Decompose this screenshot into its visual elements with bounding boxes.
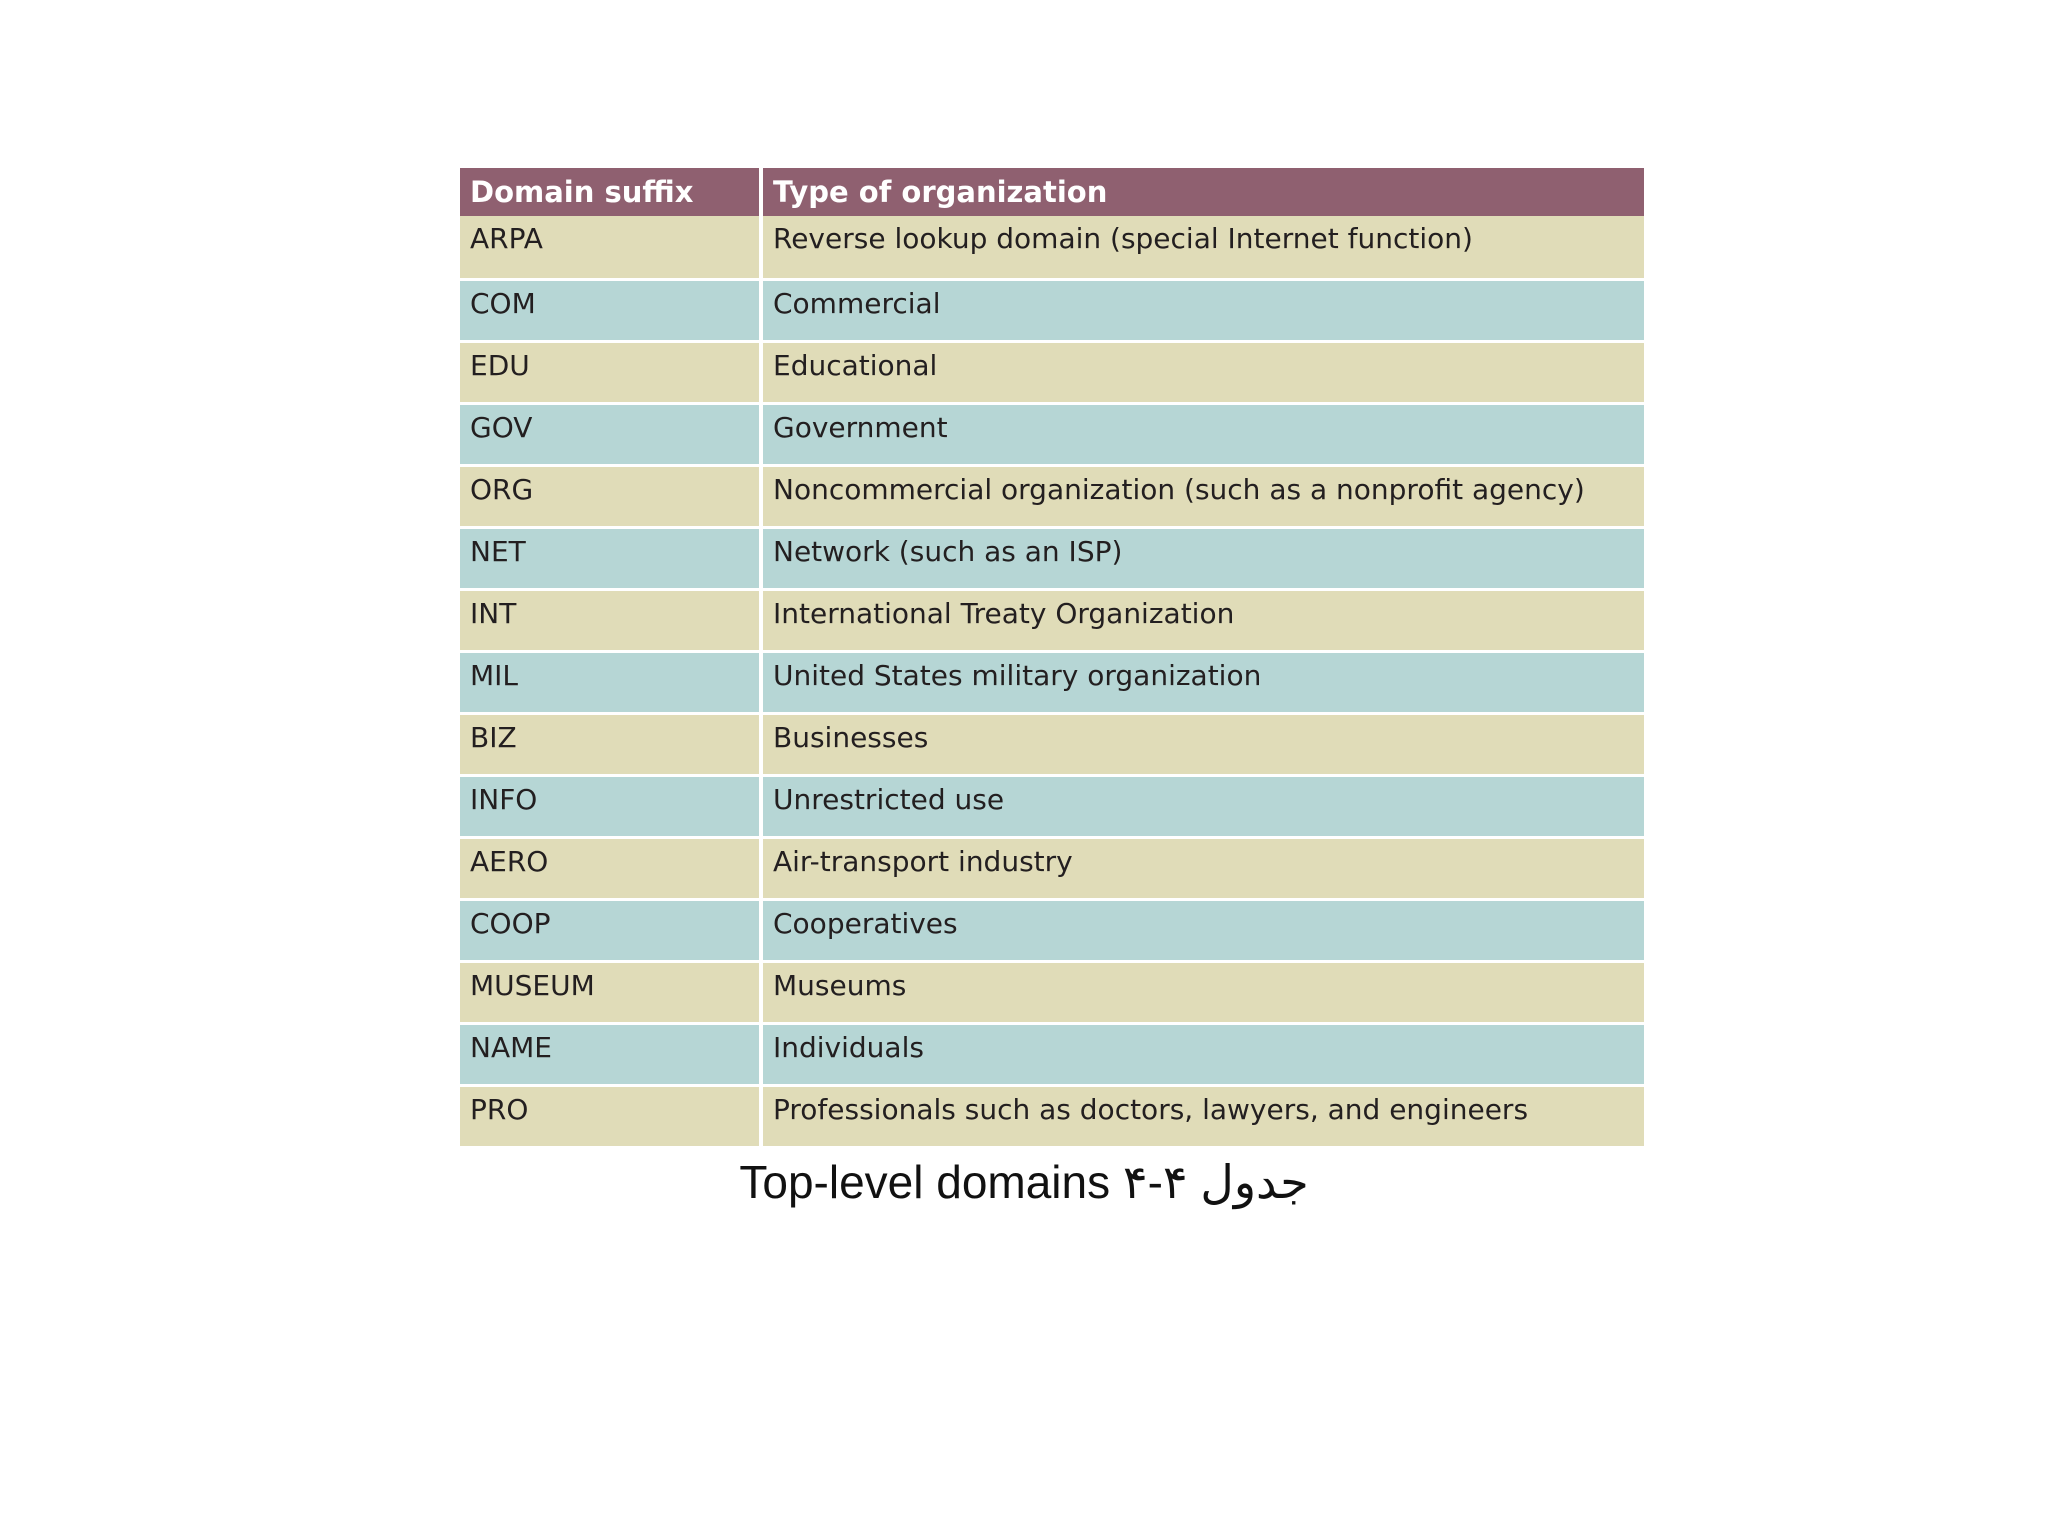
type-cell: Air-transport industry [763,836,1644,898]
suffix-cell: INFO [460,774,763,836]
suffix-cell: INT [460,588,763,650]
type-cell: Reverse lookup domain (special Internet function) [763,216,1644,278]
table-row [460,464,1644,526]
suffix-cell: GOV [460,402,763,464]
table-body [460,216,1644,1146]
suffix-cell: ORG [460,464,763,526]
suffix-cell: MIL [460,650,763,712]
table-row [460,588,1644,650]
table-row [460,340,1644,402]
type-cell: Noncommercial organization (such as a nonprofit agency) [763,464,1644,526]
table-row [460,650,1644,712]
type-cell: Network (such as an ISP) [763,526,1644,588]
suffix-cell: AERO [460,836,763,898]
type-cell: Unrestricted use [763,774,1644,836]
suffix-cell: ARPA [460,216,763,278]
suffix-cell: COM [460,278,763,340]
type-cell: Businesses [763,712,1644,774]
type-cell: Cooperatives [763,898,1644,960]
suffix-cell: NAME [460,1022,763,1084]
suffix-cell: MUSEUM [460,960,763,1022]
type-cell: Individuals [763,1022,1644,1084]
suffix-cell: NET [460,526,763,588]
type-cell: Museums [763,960,1644,1022]
suffix-cell: BIZ [460,712,763,774]
type-cell: International Treaty Organization [763,588,1644,650]
table-row [460,402,1644,464]
domain-suffix-table [460,168,1644,1146]
table-row [460,526,1644,588]
table-row [460,898,1644,960]
type-cell: Professionals such as doctors, lawyers, and engineers [763,1084,1644,1146]
table-row [460,1084,1644,1146]
type-cell: United States military organization [763,650,1644,712]
header-type-of-organization: Type of organization [763,168,1644,216]
suffix-cell: PRO [460,1084,763,1146]
type-cell: Educational [763,340,1644,402]
table-row [460,1022,1644,1084]
header-domain-suffix: Domain suffix [460,168,763,216]
table-row [460,216,1644,278]
table-row [460,960,1644,1022]
type-cell: Commercial [763,278,1644,340]
table-row [460,836,1644,898]
table-row [460,774,1644,836]
table-row [460,712,1644,774]
suffix-cell: COOP [460,898,763,960]
table-row [460,278,1644,340]
type-cell: Government [763,402,1644,464]
table-header-row [460,168,1644,216]
table-caption: Top-level domains ۴-۴ جدول [739,1156,1309,1208]
suffix-cell: EDU [460,340,763,402]
